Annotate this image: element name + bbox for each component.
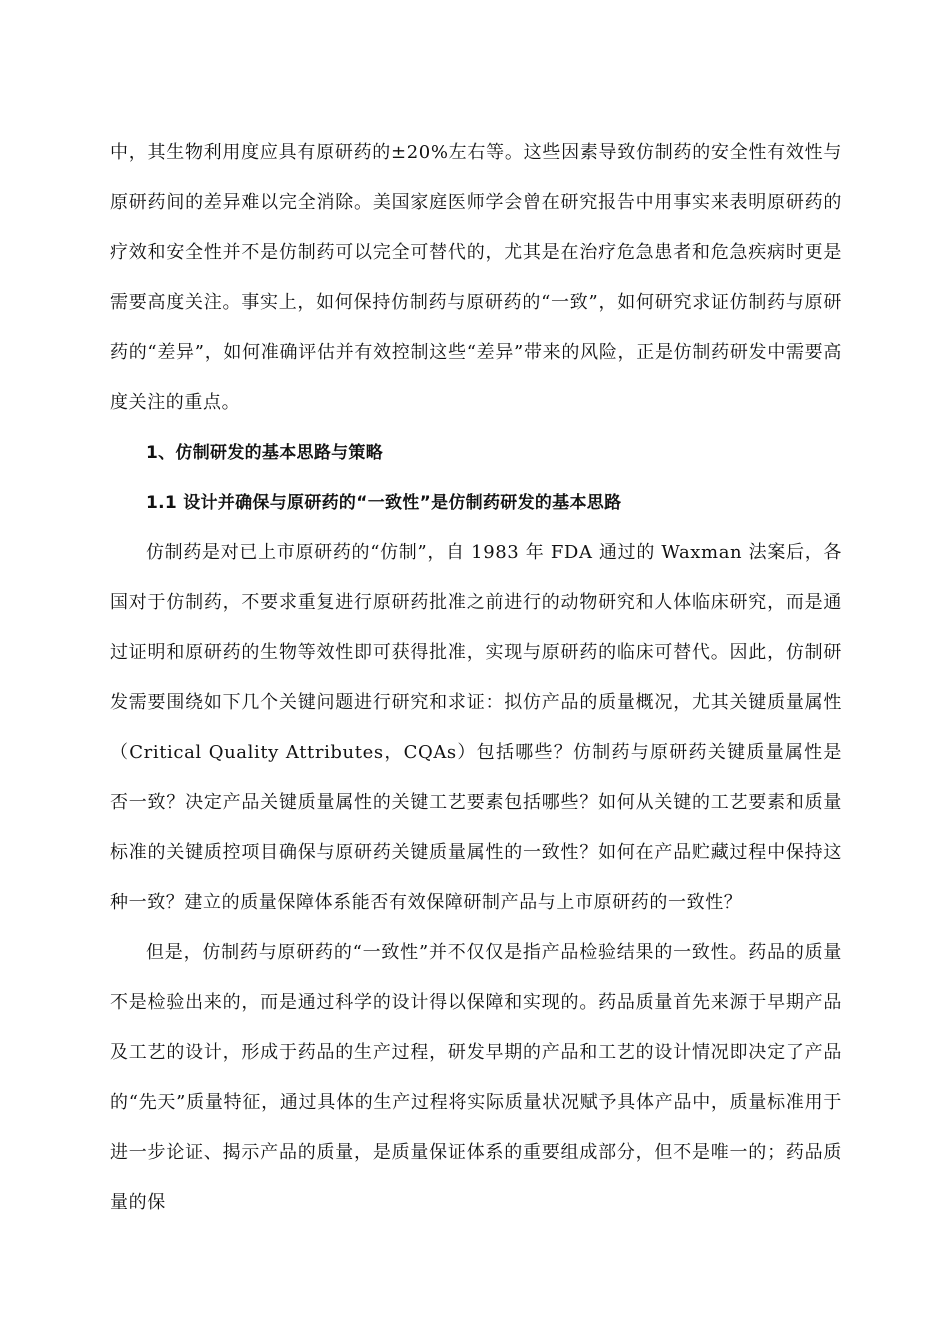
document-body xyxy=(110,128,842,1228)
paragraph-generic-drug-definition: 仿制药是对已上市原研药的“仿制”，自 1983 年 FDA 通过的 Waxman 法案后，各国对于仿制药，不要求重复进行原研药批准之前进行的动物研究和人体临床研究，而是通过证明和原研药的生物等效性即可获得批准，实现与原研药的临床可替代。因此，仿制研发需要围绕如下几个关键问题进行研究和求证：拟仿产品的质量概况，尤其关键质量属性（Critical Quality Attributes，CQAs）包括哪些？仿制药与原研药关键质量属性是否一致？决定产品关键质量属性的关键工艺要素包括哪些？如何从关键的工艺要素和质量标准的关键质控项目确保与原研药关键质量属性的一致性？如何在产品贮藏过程中保持这种一致？建立的质量保障体系能否有效保障研制产品与上市原研药的一致性？ xyxy=(110,542,842,913)
section-heading: 1、仿制研发的基本思路与策略 xyxy=(146,443,384,463)
paragraph-consistency: 但是，仿制药与原研药的“一致性”并不仅仅是指产品检验结果的一致性。药品的质量不是检验出来的，而是通过科学的设计得以保障和实现的。药品质量首先来源于早期产品及工艺的设计，形成于药品的生产过程，研发早期的产品和工艺的设计情况即决定了产品的“先天”质量特征，通过具体的生产过程将实际质量状况赋予具体产品中，质量标准用于进一步论证、揭示产品的质量，是质量保证体系的重要组成部分，但不是唯一的；药品质量的保 xyxy=(110,942,842,1213)
subsection-heading: 1.1 设计并确保与原研药的“一致性”是仿制药研发的基本思路 xyxy=(146,493,622,513)
paragraph-continuation: 中，其生物利用度应具有原研药的±20%左右等。这些因素导致仿制药的安全性有效性与原研药间的差异难以完全消除。美国家庭医师学会曾在研究报告中用事实来表明原研药的疗效和安全性并不是仿制药可以完全可替代的，尤其是在治疗危急患者和危急疾病时更是需要高度关注。事实上，如何保持仿制药与原研药的“一致”，如何研究求证仿制药与原研药的“差异”，如何准确评估并有效控制这些“差异”带来的风险，正是仿制药研发中需要高度关注的重点。 xyxy=(110,142,842,413)
